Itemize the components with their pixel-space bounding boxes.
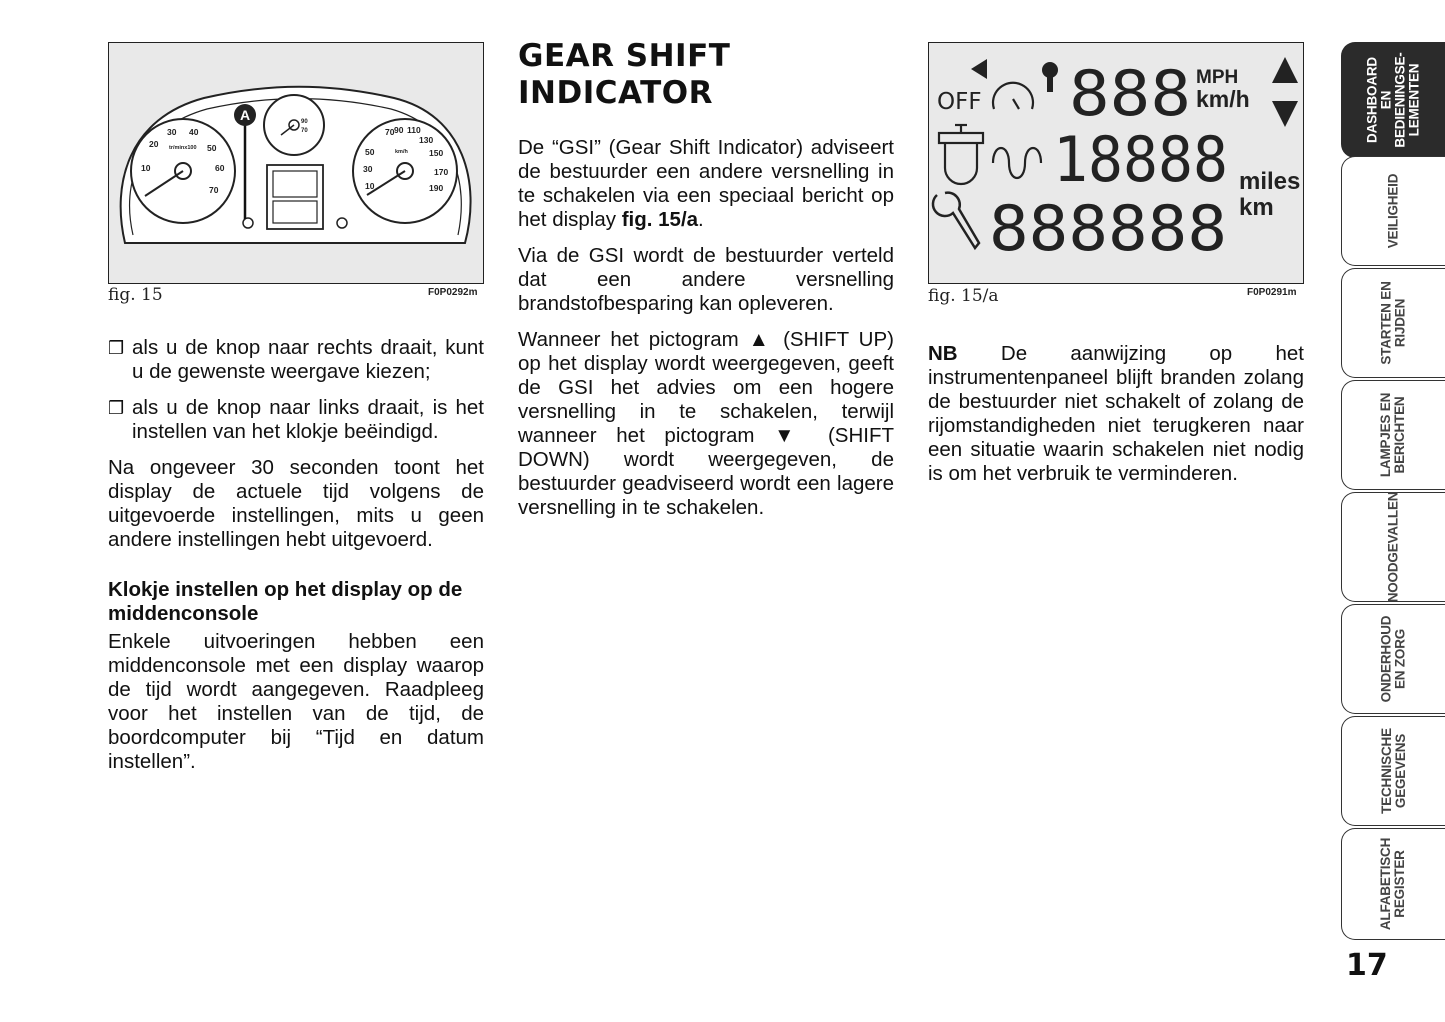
lcd-odometer-segments: 18888 [1053,123,1228,196]
tab-lampjes-berichten-label: LAMPJES EN BERICHTEN [1378,392,1408,478]
tab-technische-gegevens[interactable] [1341,716,1445,826]
paragraph-gsi-arrows: Wanneer het pictogram ▲ (SHIFT UP) op het display wordt weergegeven, geeft de GSI het advies om een hogere versnelling in te schakelen, terwijl wanneer het pictogram ▼ (SHIFT DOWN) wordt weergegeven, de bestuurder geadviseerd wordt een lagere versnelling in te schakelen. [518,328,894,519]
speedo-label-130: 130 [419,135,434,145]
column-1-text [108,336,484,786]
lcd-km-label: km [1239,194,1274,221]
tab-noodgevallen-label: NOODGEVALLEN [1385,491,1401,603]
lcd-mph-label: MPH [1196,67,1239,88]
glow-plug-icon [993,148,1041,178]
speedo-unit-label: km/h [395,149,408,155]
tab-alfabetisch-register-label: ALFABETISCH REGISTER [1378,837,1408,931]
figure-reference: fig. 15/a [621,208,699,231]
figure-15-instrument-cluster [108,42,484,284]
figure-15a-caption: fig. 15/a [928,286,999,306]
bullet-item-2 [108,396,484,444]
gsi-intro-text: De “GSI” (Gear Shift Indicator) adviseert de bestuurder een andere versnelling in te schakelen via een speciaal bericht op het display [518,136,894,231]
shift-down-arrow-icon [1272,101,1298,127]
bullet-2-text: als u de knop naar links draait, is het instellen van het klokje beëindigd. [132,396,484,443]
column-3-text [928,342,1304,498]
callout-marker-a: A [239,107,251,123]
speedo-label-10: 10 [365,181,375,191]
speedo-label-110: 110 [407,125,421,135]
lcd-miles-label: miles [1239,168,1301,195]
heading-line-1: GEAR SHIFT [518,38,731,74]
tab-veiligheid[interactable] [1341,156,1445,266]
page-heading [518,38,730,112]
checkbox-bullet-icon: ❒ [108,398,125,418]
speedo-label-30: 30 [363,164,373,174]
figure-15a-code: F0P0291m [1247,287,1297,298]
paragraph-gsi-saving: Via de GSI wordt de bestuurder verteld dat een andere versnelling brandstofbesparing kan opleveren. [518,244,894,315]
figure-15a-lcd-display [928,42,1304,284]
gsi-intro-end: . [698,208,704,231]
center-gauge-label-90: 90 [301,119,308,125]
tacho-label-20: 20 [149,139,159,149]
speedo-label-70: 70 [385,127,395,137]
tab-technische-gegevens-label: TECHNISCHE GEGEVENS [1378,728,1408,814]
bullet-item-1 [108,336,484,384]
column-2-text [518,136,894,532]
paragraph-center-console: Enkele uitvoeringen hebben een middenconsole met een display waarop de tijd wordt aangegeven. Raadpleeg voor het instellen van de tijd, de boordcomputer bij “Tijd en datum instellen”. [108,630,484,773]
speedo-label-190: 190 [429,183,444,193]
tacho-label-10: 10 [141,163,151,173]
speedo-label-90: 90 [394,125,404,135]
figure-15-code: F0P0292m [428,287,478,298]
speedo-label-50: 50 [365,147,375,157]
bullet-1-text: als u de knop naar rechts draait, kunt u de gewenste weergave kiezen; [132,336,484,383]
tacho-label-40: 40 [189,127,199,137]
note-paragraph [928,342,1304,486]
subheading-center-console-clock: Klokje instellen op het display op de middenconsole [108,578,463,625]
tab-onderhoud-zorg[interactable] [1341,604,1445,714]
tab-starten-rijden[interactable] [1341,268,1445,378]
page-number: 17 [1346,948,1388,983]
lcd-off-label: OFF [937,89,982,115]
tacho-label-50: 50 [207,143,217,153]
speedo-label-150: 150 [429,148,444,158]
lcd-trip-segments: 888888 [989,192,1227,265]
oil-temperature-icon [939,125,983,184]
shift-left-arrow-icon [971,59,987,79]
paragraph-clock-timeout: Na ongeveer 30 seconden toont het display de actuele tijd volgens de uitgevoerde instellingen, mits u geen andere instellingen hebt uitgevoerd. [108,456,484,551]
tab-onderhoud-zorg-label: ONDERHOUD EN ZORG [1378,615,1408,703]
note-text: De aanwijzing op het instrumentenpaneel blijft branden zolang de bestuurder niet schakelt of zolang de rijomstandigheden niet terugkeren naar een situatie waarin schakelen niet nodig is om het verbruik te verminderen. [928,342,1304,485]
instrument-cluster-drawing [109,43,482,282]
shift-up-arrow-icon [1272,57,1298,83]
tab-veiligheid-label: VEILIGHEID [1385,173,1401,249]
paragraph-gsi-intro [518,136,894,232]
speedo-label-170: 170 [434,167,449,177]
tab-alfabetisch-register[interactable] [1341,828,1445,940]
lcd-speed-segments: 888 [1069,57,1191,130]
tab-noodgevallen[interactable] [1341,492,1445,602]
center-gauge-label-70: 70 [301,128,308,134]
lcd-kmh-label: km/h [1196,86,1250,112]
key-icon [1042,62,1058,92]
note-label: NB [928,342,958,365]
heading-line-2: INDICATOR [518,75,713,111]
gauge-dial-icon [993,83,1033,109]
tacho-label-30: 30 [167,127,177,137]
figure-15-caption: fig. 15 [108,285,163,305]
tab-dashboard-label: DASHBOARD EN BEDIENINGSE- LEMENTEN [1364,52,1422,148]
tacho-unit-label: tr/minx100 [169,145,197,151]
tab-dashboard[interactable] [1341,42,1445,158]
wrench-service-icon [933,193,979,248]
tacho-label-70: 70 [209,185,219,195]
lcd-display-drawing [929,43,1302,282]
tacho-label-60: 60 [215,163,225,173]
tab-starten-rijden-label: STARTEN EN RIJDEN [1378,281,1408,365]
checkbox-bullet-icon: ❒ [108,338,125,358]
tab-lampjes-berichten[interactable] [1341,380,1445,490]
